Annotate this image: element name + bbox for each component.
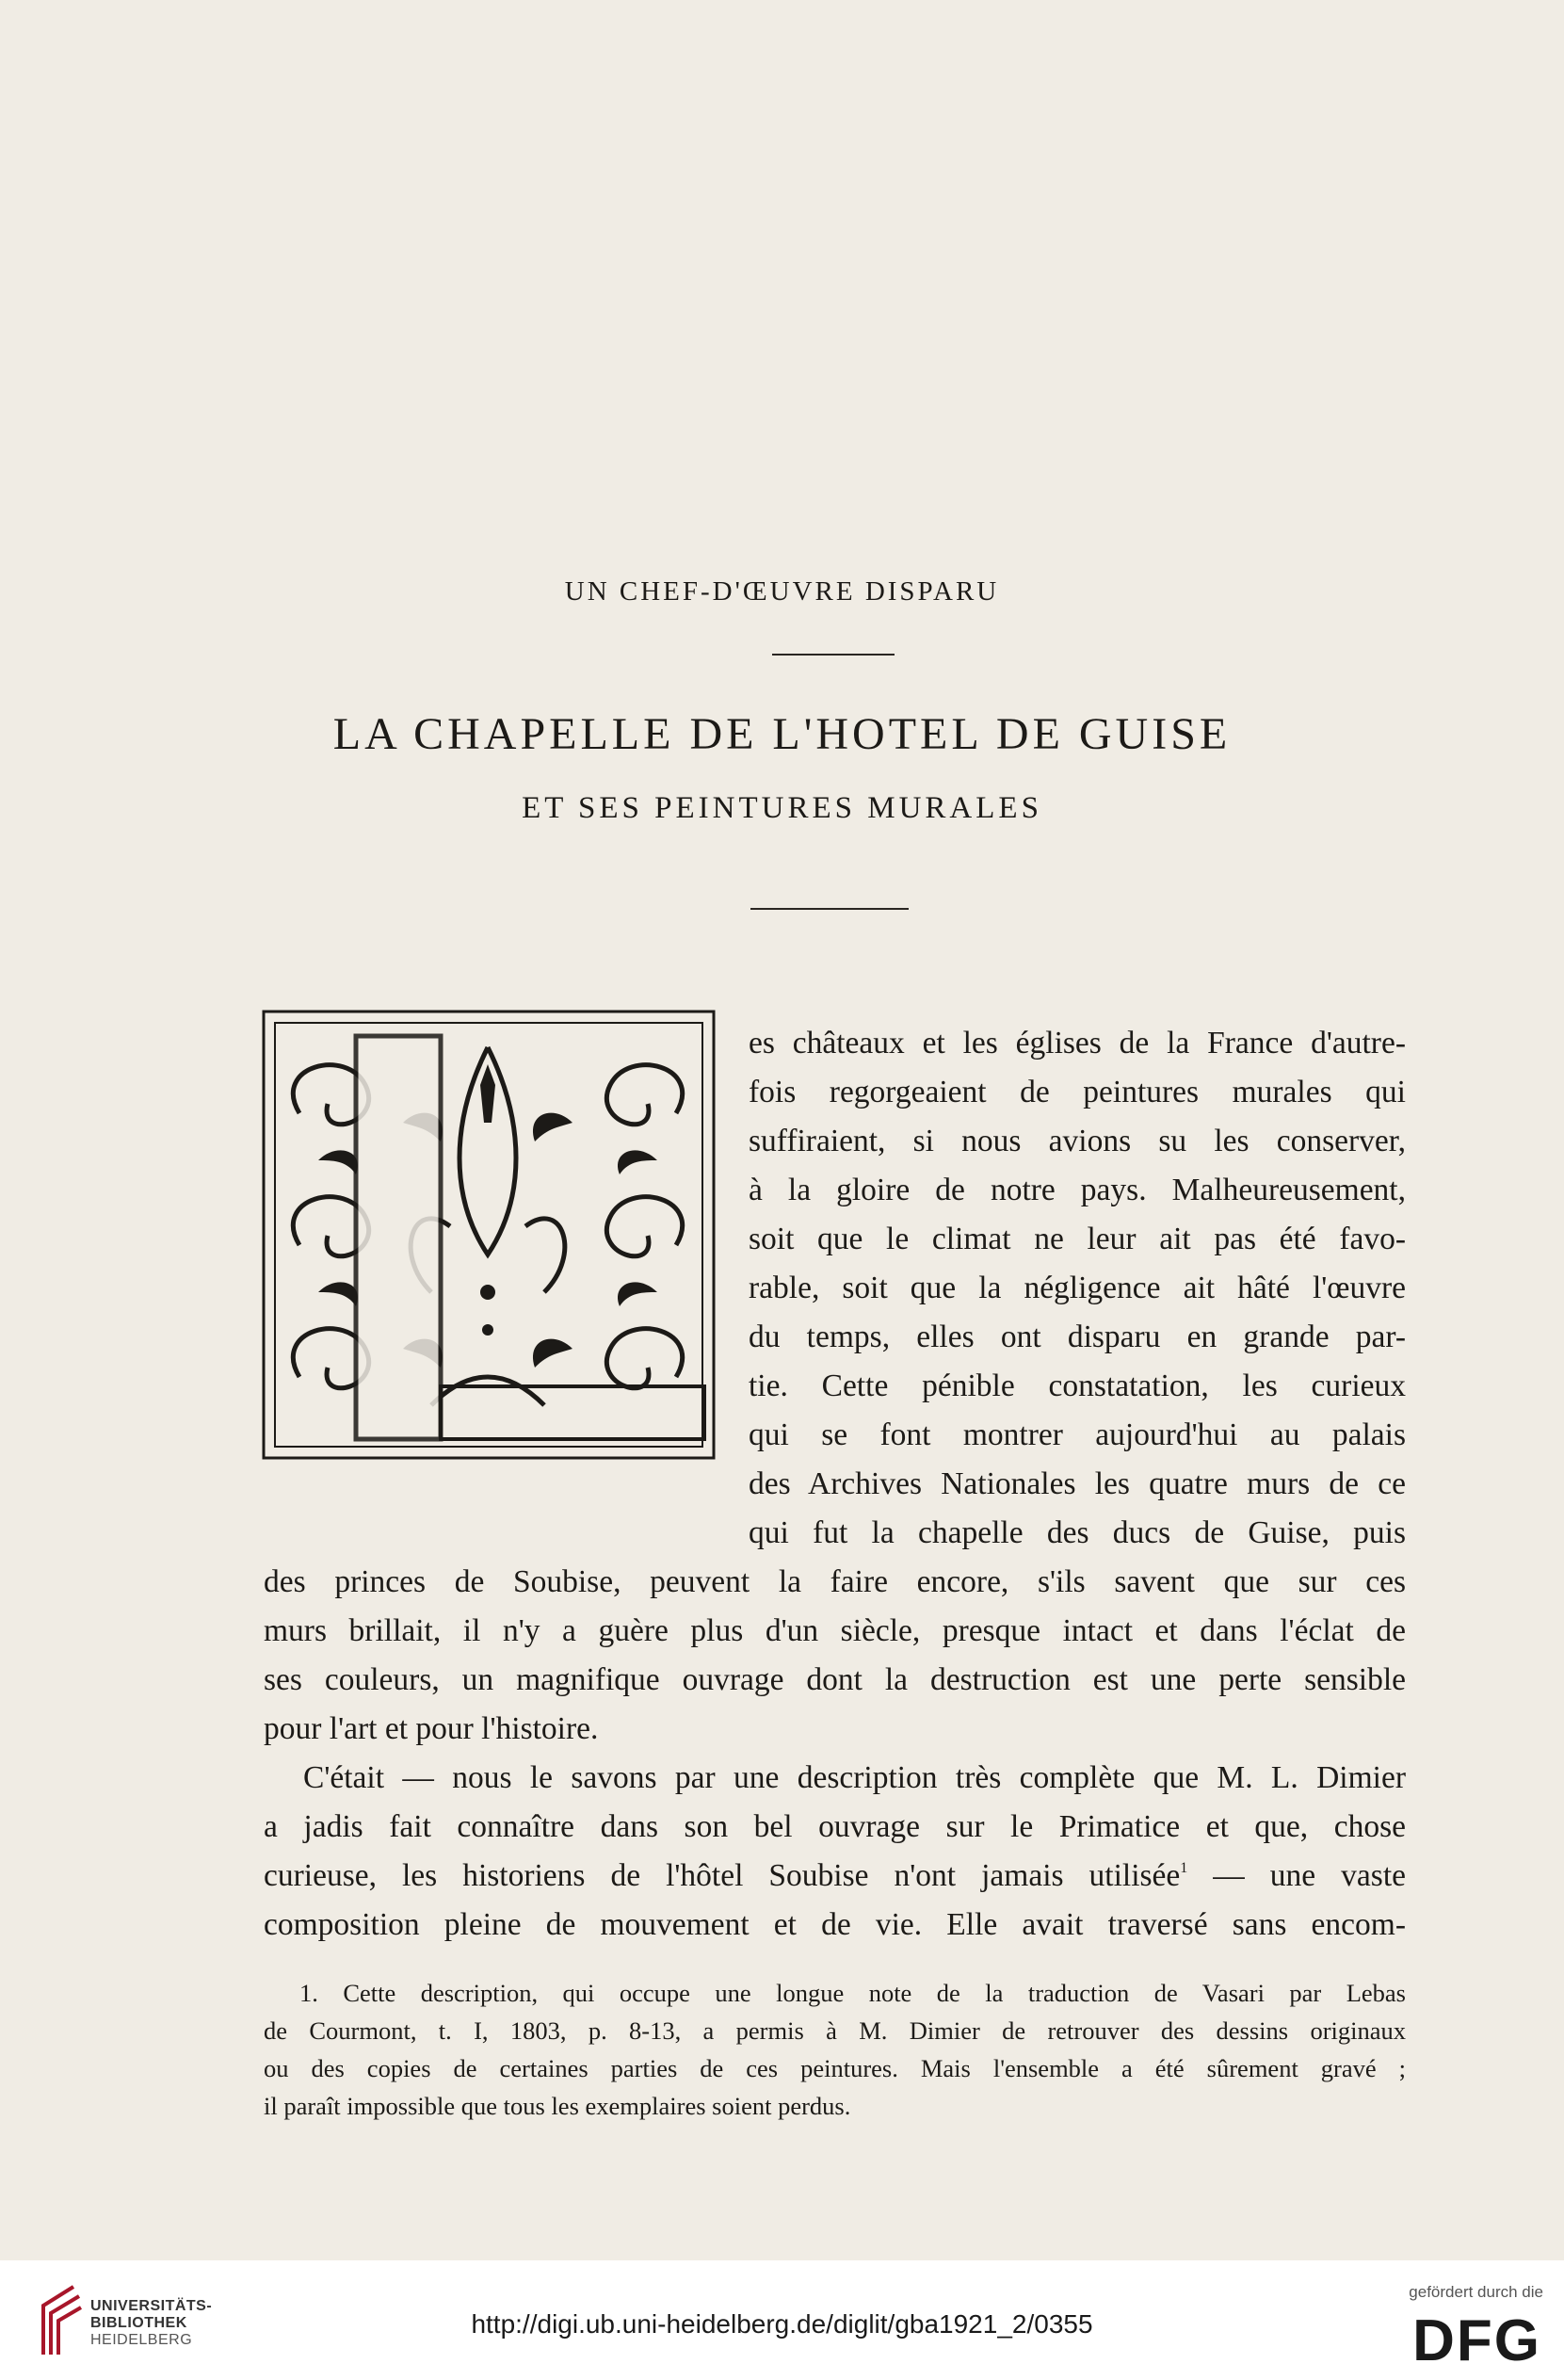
body-line: rable, soit que la négligence ait hâté l'œuvre (749, 1271, 1406, 1305)
body-line: a jadis fait connaître dans son bel ouvrage sur le Primatice et que, chose (264, 1809, 1406, 1844)
divider-rule (750, 908, 909, 910)
library-line: HEIDELBERG (90, 2332, 193, 2348)
body-line: murs brillait, il n'y a guère plus d'un siècle, presque intact et dans l'éclat de (264, 1613, 1406, 1648)
body-line: des Archives Nationales les quatre murs de ce (749, 1466, 1406, 1501)
article-subtitle: ET SES PEINTURES MURALES (522, 791, 1042, 825)
footnote-line: il paraît impossible que tous les exemplaires soient perdus. (264, 2092, 851, 2120)
body-line: pour l'art et pour l'histoire. (264, 1711, 599, 1746)
divider-rule (772, 654, 895, 656)
footnote-ref: 1 (1180, 1860, 1188, 1876)
funded-by-label: gefördert durch die (1409, 2283, 1543, 2301)
body-line: soit que le climat ne leur ait pas été favo- (749, 1222, 1406, 1256)
article-kicker: UN CHEF-D'ŒUVRE DISPARU (564, 576, 1000, 607)
body-line: C'était — nous le savons par une description très complète que M. L. Dimier (303, 1760, 1406, 1795)
body-line: à la gloire de notre pays. Malheureusement, (749, 1173, 1406, 1207)
body-line: du temps, elles ont disparu en grande par- (749, 1320, 1406, 1354)
body-line: fois regorgeaient de peintures murales qui (749, 1075, 1406, 1109)
body-line: des princes de Soubise, peuvent la faire encore, s'ils savent que sur ces (264, 1564, 1406, 1599)
body-line: qui se font montrer aujourd'hui au palais (749, 1417, 1406, 1452)
body-line: suffiraient, si nous avions su les conserver, (749, 1124, 1406, 1158)
footnote-line: ou des copies de certaines parties de ces peintures. Mais l'ensemble a été sûrement gravé ; (264, 2054, 1406, 2082)
body-line: composition pleine de mouvement et de vie. Elle avait traversé sans encom- (264, 1907, 1406, 1942)
body-line: es châteaux et les églises de la France d'autre- (749, 1026, 1406, 1060)
footnote-line: de Courmont, t. I, 1803, p. 8-13, a permis à M. Dimier de retrouver des dessins originaux (264, 2016, 1406, 2045)
footnote-line: 1. Cette description, qui occupe une longue note de la traduction de Vasari par Lebas (299, 1979, 1406, 2007)
dfg-logo: DFG (1412, 2308, 1541, 2373)
body-line (264, 1855, 1406, 1897)
body-text: — une vaste (1187, 1858, 1406, 1893)
body-line: qui fut la chapelle des ducs de Guise, puis (749, 1515, 1406, 1550)
library-line: UNIVERSITÄTS- (90, 2298, 213, 2314)
body-line: ses couleurs, un magnifique ouvrage dont la destruction est une perte sensible (264, 1662, 1406, 1697)
ornate-drop-cap-icon (262, 1010, 716, 1460)
body-text: curieuse, les historiens de l'hôtel Soubise n'ont jamais utilisée (264, 1858, 1181, 1893)
article-title: LA CHAPELLE DE L'HOTEL DE GUISE (332, 709, 1232, 759)
library-line: BIBLIOTHEK (90, 2315, 187, 2331)
body-line: tie. Cette pénible constatation, les curieux (749, 1368, 1406, 1403)
permalink-url[interactable]: http://digi.ub.uni-heidelberg.de/diglit/gba1921_2/0355 (471, 2309, 1093, 2339)
viewer-footer (0, 2260, 1564, 2380)
